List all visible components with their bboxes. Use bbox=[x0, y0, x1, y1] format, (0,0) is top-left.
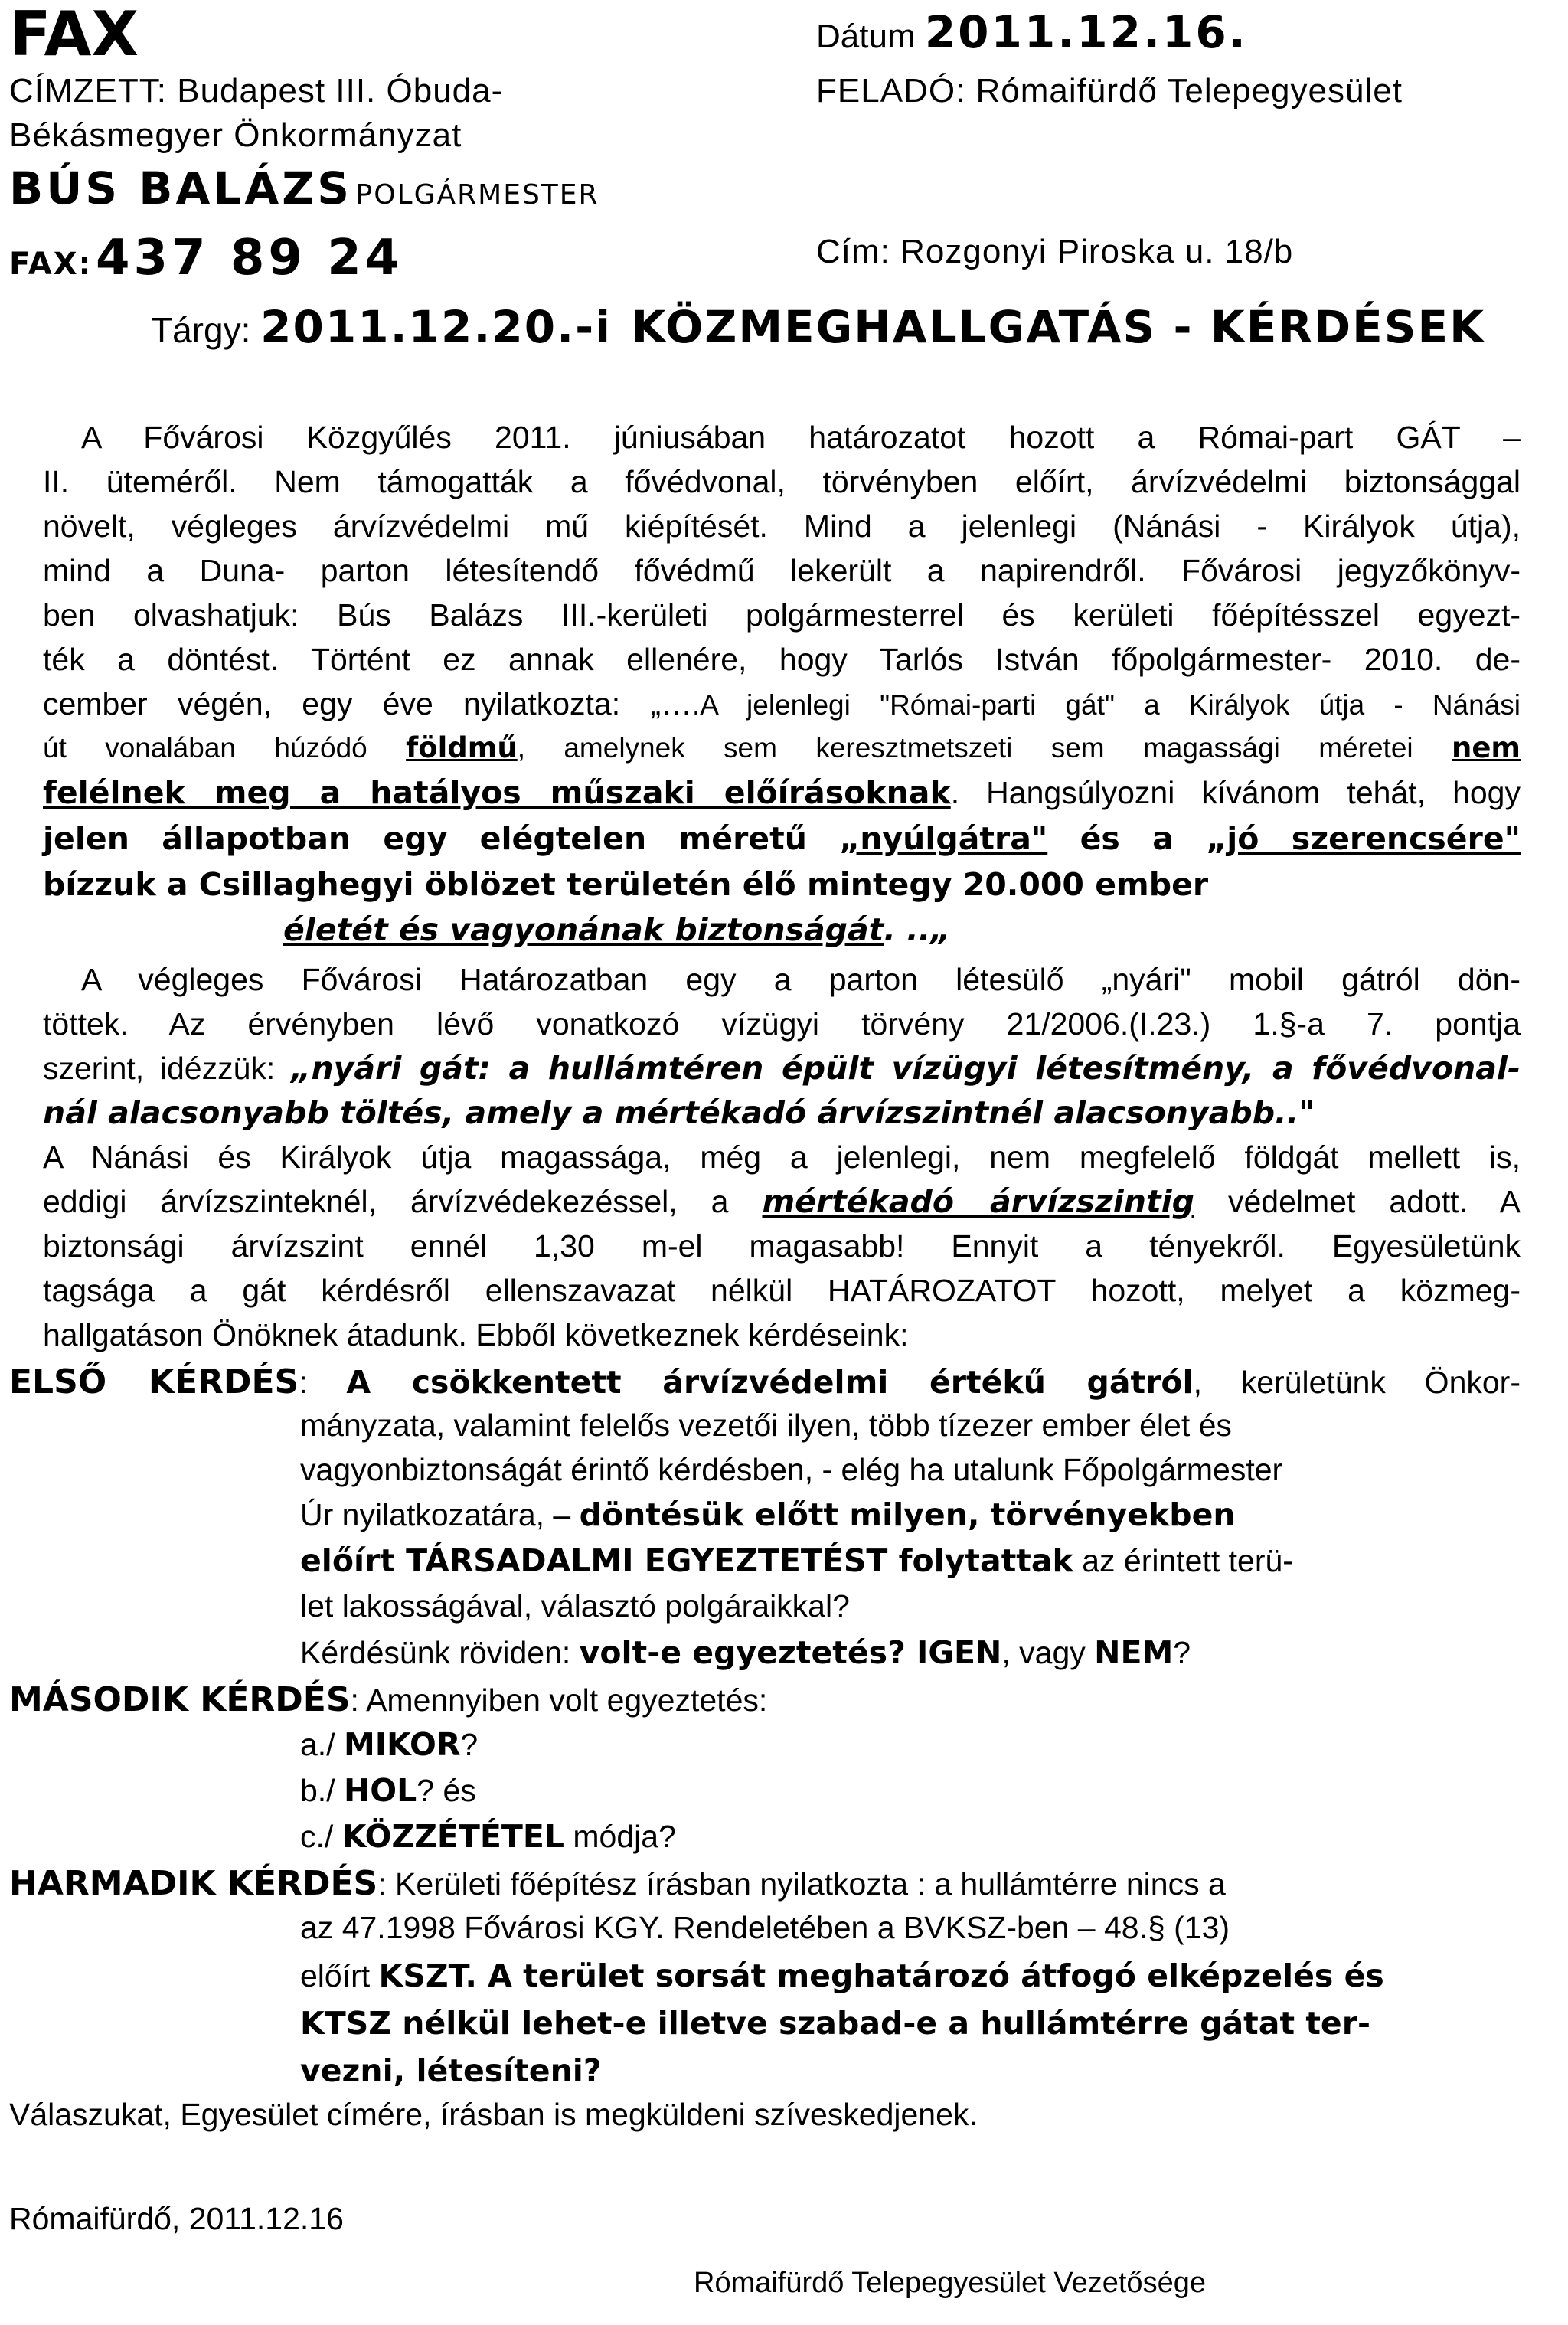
quote-text: védelmet adott. A bbox=[1194, 1184, 1521, 1219]
subject-label: Tárgy: bbox=[151, 310, 251, 350]
closing-place-date: Rómaifürdő, 2011.12.16 bbox=[9, 2201, 344, 2236]
q2-label: MÁSODIK KÉRDÉS bbox=[9, 1680, 351, 1719]
q1-topic: A csökkentett árvízvédelmi értékű gátról bbox=[346, 1364, 1194, 1401]
q3-text: előírt bbox=[300, 1958, 379, 1993]
person-name: BÚS BALÁZS bbox=[9, 162, 353, 214]
q3-text: : Kerületi főépítész írásban nyilatkozta : a hullámtérre nincs a bbox=[377, 1866, 1226, 1902]
q3-line-3 bbox=[300, 1957, 1384, 1994]
body-line-6: ték a döntést. Történt ez annak ellenére, hogy Tarlós István főpolgármester- 2010. de- bbox=[43, 642, 1521, 677]
emphasis-requirements: felélnek meg a hatályos műszaki előírásoknak bbox=[43, 774, 951, 811]
q1-line-4 bbox=[300, 1496, 1236, 1533]
subject-line bbox=[151, 301, 1485, 353]
emphasis-jo-szerencse: „jó szerencsére" bbox=[1206, 820, 1521, 857]
q2-line-1 bbox=[9, 1680, 767, 1719]
q2-item-a bbox=[300, 1726, 478, 1763]
body-line-16: nál alacsonyabb töltés, amely a mértékadó árvízszintnél alacsonyabb.." bbox=[43, 1094, 1315, 1131]
cimzett-label: CÍMZETT: bbox=[9, 72, 167, 110]
body-line-10 bbox=[43, 816, 1521, 861]
quote-lead: szerint, idézzük: bbox=[43, 1051, 292, 1086]
q2-item-prefix: a./ bbox=[300, 1727, 344, 1762]
quote-text: út vonalában húzódó bbox=[43, 732, 407, 764]
cimzett-line2: Békásmegyer Önkormányzat bbox=[9, 116, 462, 154]
body-line-18 bbox=[43, 1179, 1521, 1224]
q1-text: ? bbox=[1173, 1635, 1191, 1670]
q1-line-5 bbox=[300, 1542, 1293, 1579]
q3-line-4: KTSZ nélkül lehet-e illetve szabad-e a hullámtérre gátat ter- bbox=[300, 2005, 1370, 2042]
quote-text: . Hangsúlyozni kívánom tehát, hogy bbox=[950, 775, 1521, 810]
datum-block bbox=[816, 6, 1248, 58]
fax-number-block bbox=[9, 230, 403, 286]
q2-item-value: KÖZZÉTÉTEL bbox=[341, 1818, 565, 1855]
person-role: POLGÁRMESTER bbox=[355, 179, 599, 211]
body-line-17: A Nánási és Királyok útja magassága, még a jelenlegi, nem megfelelő földgát mellett is, bbox=[43, 1140, 1521, 1175]
body-line-19: biztonsági árvízszint ennél 1,30 m-el magasabb! Ennyit a tényekről. Egyesületünk bbox=[43, 1228, 1521, 1264]
q1-line-3: vagyonbiztonságát érintő kérdésben, - elég ha utalunk Főpolgármester bbox=[300, 1452, 1283, 1487]
q1-text: Úr nyilatkozatára, – bbox=[300, 1497, 580, 1532]
emphasis-design-flood-level: mértékadó árvízszintig bbox=[762, 1183, 1194, 1220]
body-line-8 bbox=[43, 726, 1521, 770]
body-line-15 bbox=[43, 1046, 1521, 1091]
q2-item-value: MIKOR bbox=[343, 1726, 461, 1763]
body-line-11: bízzuk a Csillaghegyi öblözet területén élő mintegy 20.000 ember bbox=[43, 866, 1209, 903]
cim-value: Rozgonyi Piroska u. 18/b bbox=[900, 233, 1294, 270]
q1-text: , kerületünk Önkor- bbox=[1193, 1365, 1521, 1400]
q1-separator: : bbox=[299, 1365, 347, 1400]
q1-emphasis: döntésük előtt milyen, törvényekben bbox=[579, 1496, 1236, 1533]
q3-line-5: vezni, létesíteni? bbox=[300, 2052, 602, 2089]
quote-text: jelen állapotban egy elégtelen méretű bbox=[43, 820, 840, 857]
q2-item-suffix: módja? bbox=[564, 1819, 676, 1854]
body-line-3: növelt, végleges árvízvédelmi mű kiépítését. Mind a jelenlegi (Nánási - Királyok útja), bbox=[43, 508, 1521, 544]
cimzett-line1 bbox=[9, 72, 503, 110]
recipient-person bbox=[9, 162, 599, 214]
fax-label: FAX: bbox=[9, 247, 93, 282]
q1-line-6: let lakosságával, választó polgáraikkal? bbox=[300, 1588, 850, 1624]
felado-label: FELADÓ: bbox=[816, 72, 966, 110]
q1-line-2: mányzata, valamint felelős vezetői ilyen, több tízezer ember élet és bbox=[300, 1408, 1232, 1443]
emphasis-nem: nem bbox=[1452, 731, 1521, 764]
q3-label: HARMADIK KÉRDÉS bbox=[9, 1864, 378, 1903]
q2-item-prefix: b./ bbox=[300, 1773, 344, 1808]
quote-lead: eddigi árvízszinteknél, árvízvédekezéssel, a bbox=[43, 1184, 763, 1219]
body-line-21: hallgatáson Önöknek átadunk. Ebből következnek kérdéseink: bbox=[43, 1317, 909, 1352]
emphasis-nyulgat: „nyúlgátra" bbox=[839, 820, 1048, 857]
body-line-2: II. üteméről. Nem támogatták a fővédvonal, törvényben előírt, árvízvédelmi biztonsággal bbox=[43, 464, 1521, 499]
q2-item-prefix: c./ bbox=[300, 1819, 342, 1854]
emphasis-life-property: életét és vagyonának biztonságát bbox=[283, 911, 884, 948]
law-quote: „nyári gát: a hullámtéren épült vízügyi létesítmény, a fővédvonal- bbox=[291, 1050, 1521, 1087]
q2-item-value: HOL bbox=[343, 1772, 417, 1809]
datum-label: Dátum bbox=[816, 18, 916, 55]
q2-item-suffix: ? bbox=[460, 1727, 479, 1762]
q1-text: , vagy bbox=[1001, 1635, 1095, 1670]
q2-item-b bbox=[300, 1772, 476, 1809]
q1-line-7 bbox=[300, 1634, 1191, 1671]
closing-request: Válaszukat, Egyesület címére, írásban is megküldeni szíveskedjenek. bbox=[9, 2097, 978, 2132]
body-line-20: tagsága a gát kérdésről ellenszavazat nélkül HATÁROZATOT hozott, melyet a közmeg- bbox=[43, 1273, 1521, 1308]
body-line-9 bbox=[43, 770, 1521, 815]
felado-block bbox=[816, 72, 1403, 110]
felado-value: Rómaifürdő Telepegyesület bbox=[975, 72, 1403, 110]
q2-intro: : Amennyiben volt egyeztetés: bbox=[350, 1682, 768, 1718]
closing-signature: Rómaifürdő Telepegyesület Vezetősége bbox=[694, 2267, 1206, 2299]
cimzett-value: Budapest III. Óbuda- bbox=[177, 72, 504, 110]
quote-text: .A jelenlegi "Római-parti gát" a Királyok útja - Nánási bbox=[692, 689, 1521, 721]
body-line-13: A végleges Fővárosi Határozatban egy a parton létesülő „nyári" mobil gátról dön- bbox=[81, 962, 1521, 997]
quote-end: . ..„ bbox=[884, 911, 951, 948]
cim-label: Cím: bbox=[816, 233, 890, 270]
q2-item-c bbox=[300, 1818, 676, 1855]
q1-line-1 bbox=[9, 1360, 1521, 1404]
body-line-12 bbox=[283, 911, 951, 948]
body-line-7 bbox=[43, 682, 1521, 728]
q1-text: az érintett terü- bbox=[1073, 1543, 1293, 1578]
q3-line-1 bbox=[9, 1864, 1226, 1903]
q3-emphasis: KSZT. A terület sorsát meghatározó átfogó elképzelés és bbox=[378, 1957, 1384, 1994]
fax-title: FAX bbox=[9, 0, 139, 70]
emphasis-foldmu: földmű bbox=[406, 731, 518, 764]
body-line-4: mind a Duna- parton létesítendő fővédmű lekerült a napirendről. Fővárosi jegyzőkönyv- bbox=[43, 553, 1521, 588]
q1-emphasis: előírt TÁRSADALMI EGYEZTETÉST folytattak bbox=[300, 1542, 1073, 1579]
quote-text: , amelynek sem keresztmetszeti sem magassági méretei bbox=[517, 732, 1452, 764]
datum-value: 2011.12.16. bbox=[924, 6, 1248, 58]
subject-title: KÖZMEGHALLGATÁS - KÉRDÉSEK bbox=[631, 301, 1486, 353]
q1-text: Kérdésünk röviden: bbox=[300, 1635, 580, 1670]
q2-item-suffix: ? és bbox=[416, 1773, 476, 1808]
q1-short-question: volt-e egyeztetés? IGEN bbox=[579, 1634, 1002, 1671]
quote-text: és a bbox=[1047, 820, 1207, 857]
subject-date: 2011.12.20.-i bbox=[260, 301, 612, 353]
body-line-5: ben olvashatjuk: Bús Balázs III.-kerületi polgármesterrel és kerületi főépítésszel egyezt- bbox=[43, 597, 1521, 633]
body-line-14: töttek. Az érvényben lévő vonatkozó vízügyi törvény 21/2006.(I.23.) 1.§-a 7. pontja bbox=[43, 1006, 1521, 1042]
cim-block bbox=[816, 233, 1293, 271]
q3-line-2: az 47.1998 Fővárosi KGY. Rendeletében a BVKSZ-ben – 48.§ (13) bbox=[300, 1910, 1230, 1945]
fax-number: 437 89 24 bbox=[95, 230, 403, 286]
quote-lead: cember végén, egy éve nyilatkozta: „… bbox=[43, 686, 692, 721]
q1-label: ELSŐ KÉRDÉS bbox=[9, 1362, 299, 1401]
body-line-1: A Fővárosi Közgyűlés 2011. júniusában határozatot hozott a Római-part GÁT – bbox=[81, 420, 1521, 455]
q1-answer-nem: NEM bbox=[1094, 1634, 1174, 1671]
